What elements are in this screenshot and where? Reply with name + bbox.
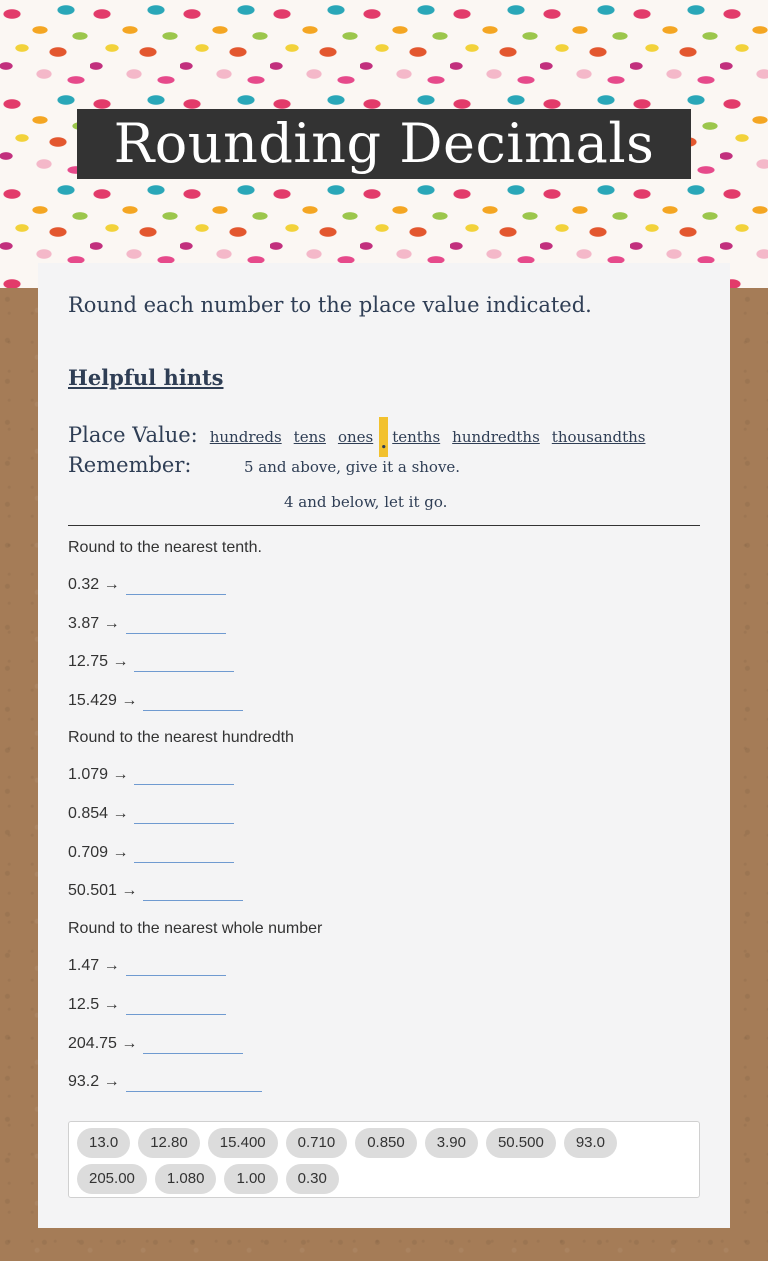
answer-field[interactable] [126, 954, 226, 976]
place-value-hundredths: hundredths [452, 428, 540, 446]
question-text: 12.75 → [68, 653, 129, 670]
page-title: Rounding Decimals [77, 109, 691, 179]
question-text: 3.87 → [68, 615, 120, 632]
answer-bank [68, 1121, 700, 1198]
question-text: 93.2 → [68, 1073, 120, 1090]
answer-field[interactable] [134, 802, 234, 824]
remember-rule-up: 5 and above, give it a shove. [244, 458, 461, 476]
answer-field[interactable] [134, 841, 234, 863]
place-value-thousandths: thousandths [551, 428, 646, 446]
question-row [68, 650, 234, 672]
answer-field[interactable] [126, 993, 226, 1015]
header-banner [0, 0, 768, 288]
question-text: 1.079 → [68, 766, 129, 783]
answer-field[interactable] [126, 1070, 262, 1092]
answer-chip[interactable]: 93.0 [564, 1128, 617, 1158]
question-text: 0.709 → [68, 844, 129, 861]
question-row [68, 612, 226, 634]
answer-chip[interactable]: 50.500 [486, 1128, 556, 1158]
answer-chip[interactable]: 3.90 [425, 1128, 478, 1158]
question-row [68, 954, 226, 976]
question-row [68, 1070, 262, 1092]
question-row [68, 763, 234, 785]
question-text: 50.501 → [68, 882, 138, 899]
answer-chip[interactable]: 15.400 [208, 1128, 278, 1158]
answer-chip[interactable]: 1.00 [224, 1164, 277, 1194]
answer-field[interactable] [143, 689, 243, 711]
question-row [68, 689, 243, 711]
answer-chip[interactable]: 1.080 [155, 1164, 217, 1194]
worksheet-card [38, 263, 730, 1228]
question-text: 204.75 → [68, 1035, 138, 1052]
place-value-tenths: tenths [392, 428, 441, 446]
answer-chip[interactable]: 0.710 [286, 1128, 348, 1158]
section-heading-tenth: Round to the nearest tenth. [68, 539, 262, 556]
answer-field[interactable] [126, 573, 226, 595]
place-value-row [68, 411, 657, 451]
section-heading-whole: Round to the nearest whole number [68, 920, 323, 937]
hints-title: Helpful hints [68, 365, 224, 390]
question-row [68, 879, 243, 901]
place-value-hundreds: hundreds [209, 428, 282, 446]
question-text: 0.32 → [68, 576, 120, 593]
question-row [68, 841, 234, 863]
section-divider [68, 525, 700, 526]
answer-chip[interactable]: 13.0 [77, 1128, 130, 1158]
answer-chip[interactable]: 0.30 [286, 1164, 339, 1194]
answer-chip[interactable]: 12.80 [138, 1128, 200, 1158]
remember-label: Remember: [68, 453, 192, 477]
question-text: 12.5 → [68, 996, 120, 1013]
section-heading-hundredth: Round to the nearest hundredth [68, 729, 294, 746]
decimal-point-marker: . [379, 417, 388, 457]
question-text: 1.47 → [68, 957, 120, 974]
question-text: 0.854 → [68, 805, 129, 822]
instructions-text: Round each number to the place value indicated. [68, 293, 592, 317]
answer-field[interactable] [134, 650, 234, 672]
remember-rule-down: 4 and below, let it go. [284, 493, 448, 511]
answer-chip[interactable]: 0.850 [355, 1128, 417, 1158]
question-row [68, 993, 226, 1015]
question-row [68, 802, 234, 824]
answer-field[interactable] [134, 763, 234, 785]
answer-field[interactable] [126, 612, 226, 634]
answer-field[interactable] [143, 1032, 243, 1054]
place-value-label: Place Value: [68, 423, 198, 447]
place-value-tens: tens [293, 428, 326, 446]
answer-chip[interactable]: 205.00 [77, 1164, 147, 1194]
answer-field[interactable] [143, 879, 243, 901]
question-row [68, 573, 226, 595]
place-value-ones: ones [337, 428, 374, 446]
question-text: 15.429 → [68, 692, 138, 709]
question-row [68, 1032, 243, 1054]
